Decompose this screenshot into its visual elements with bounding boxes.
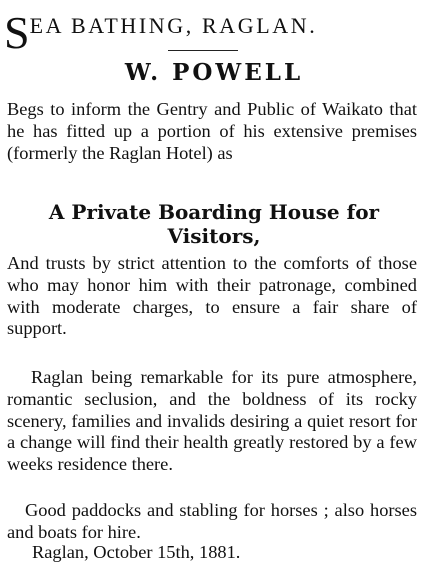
paragraph-raglan: Raglan being remarkable for its pure atmosphere, romantic seclusion, and the boldness of its rocky scenery, families and invalids desiring a quiet resort for a change will find their health greatly restored by a few weeks residence there. [7,367,417,475]
dateline: Raglan, October 15th, 1881. [32,542,241,562]
intro-paragraph: Begs to inform the Gentry and Public of Waikato that he has fitted up a portion of his extensive premises (formerly the Raglan Hotel) as [7,99,417,163]
paragraph-trusts: And trusts by strict attention to the comforts of those who may honor him with their patronage, combined with moderate charges, to ensure a fair share of support. [7,253,417,339]
headline-initial: S [4,7,30,58]
subheading-line-1: A Private Boarding House for [48,200,380,224]
headline-text: EA BATHING, RAGLAN. [29,13,318,38]
advertiser-name: W. POWELL [124,59,304,86]
paragraph-paddocks: Good paddocks and stabling for horses ; also horses and boats for hire. [7,500,417,542]
subheading [0,200,428,248]
divider-rule [168,50,238,51]
subheading-line-2: Visitors, [167,224,261,248]
